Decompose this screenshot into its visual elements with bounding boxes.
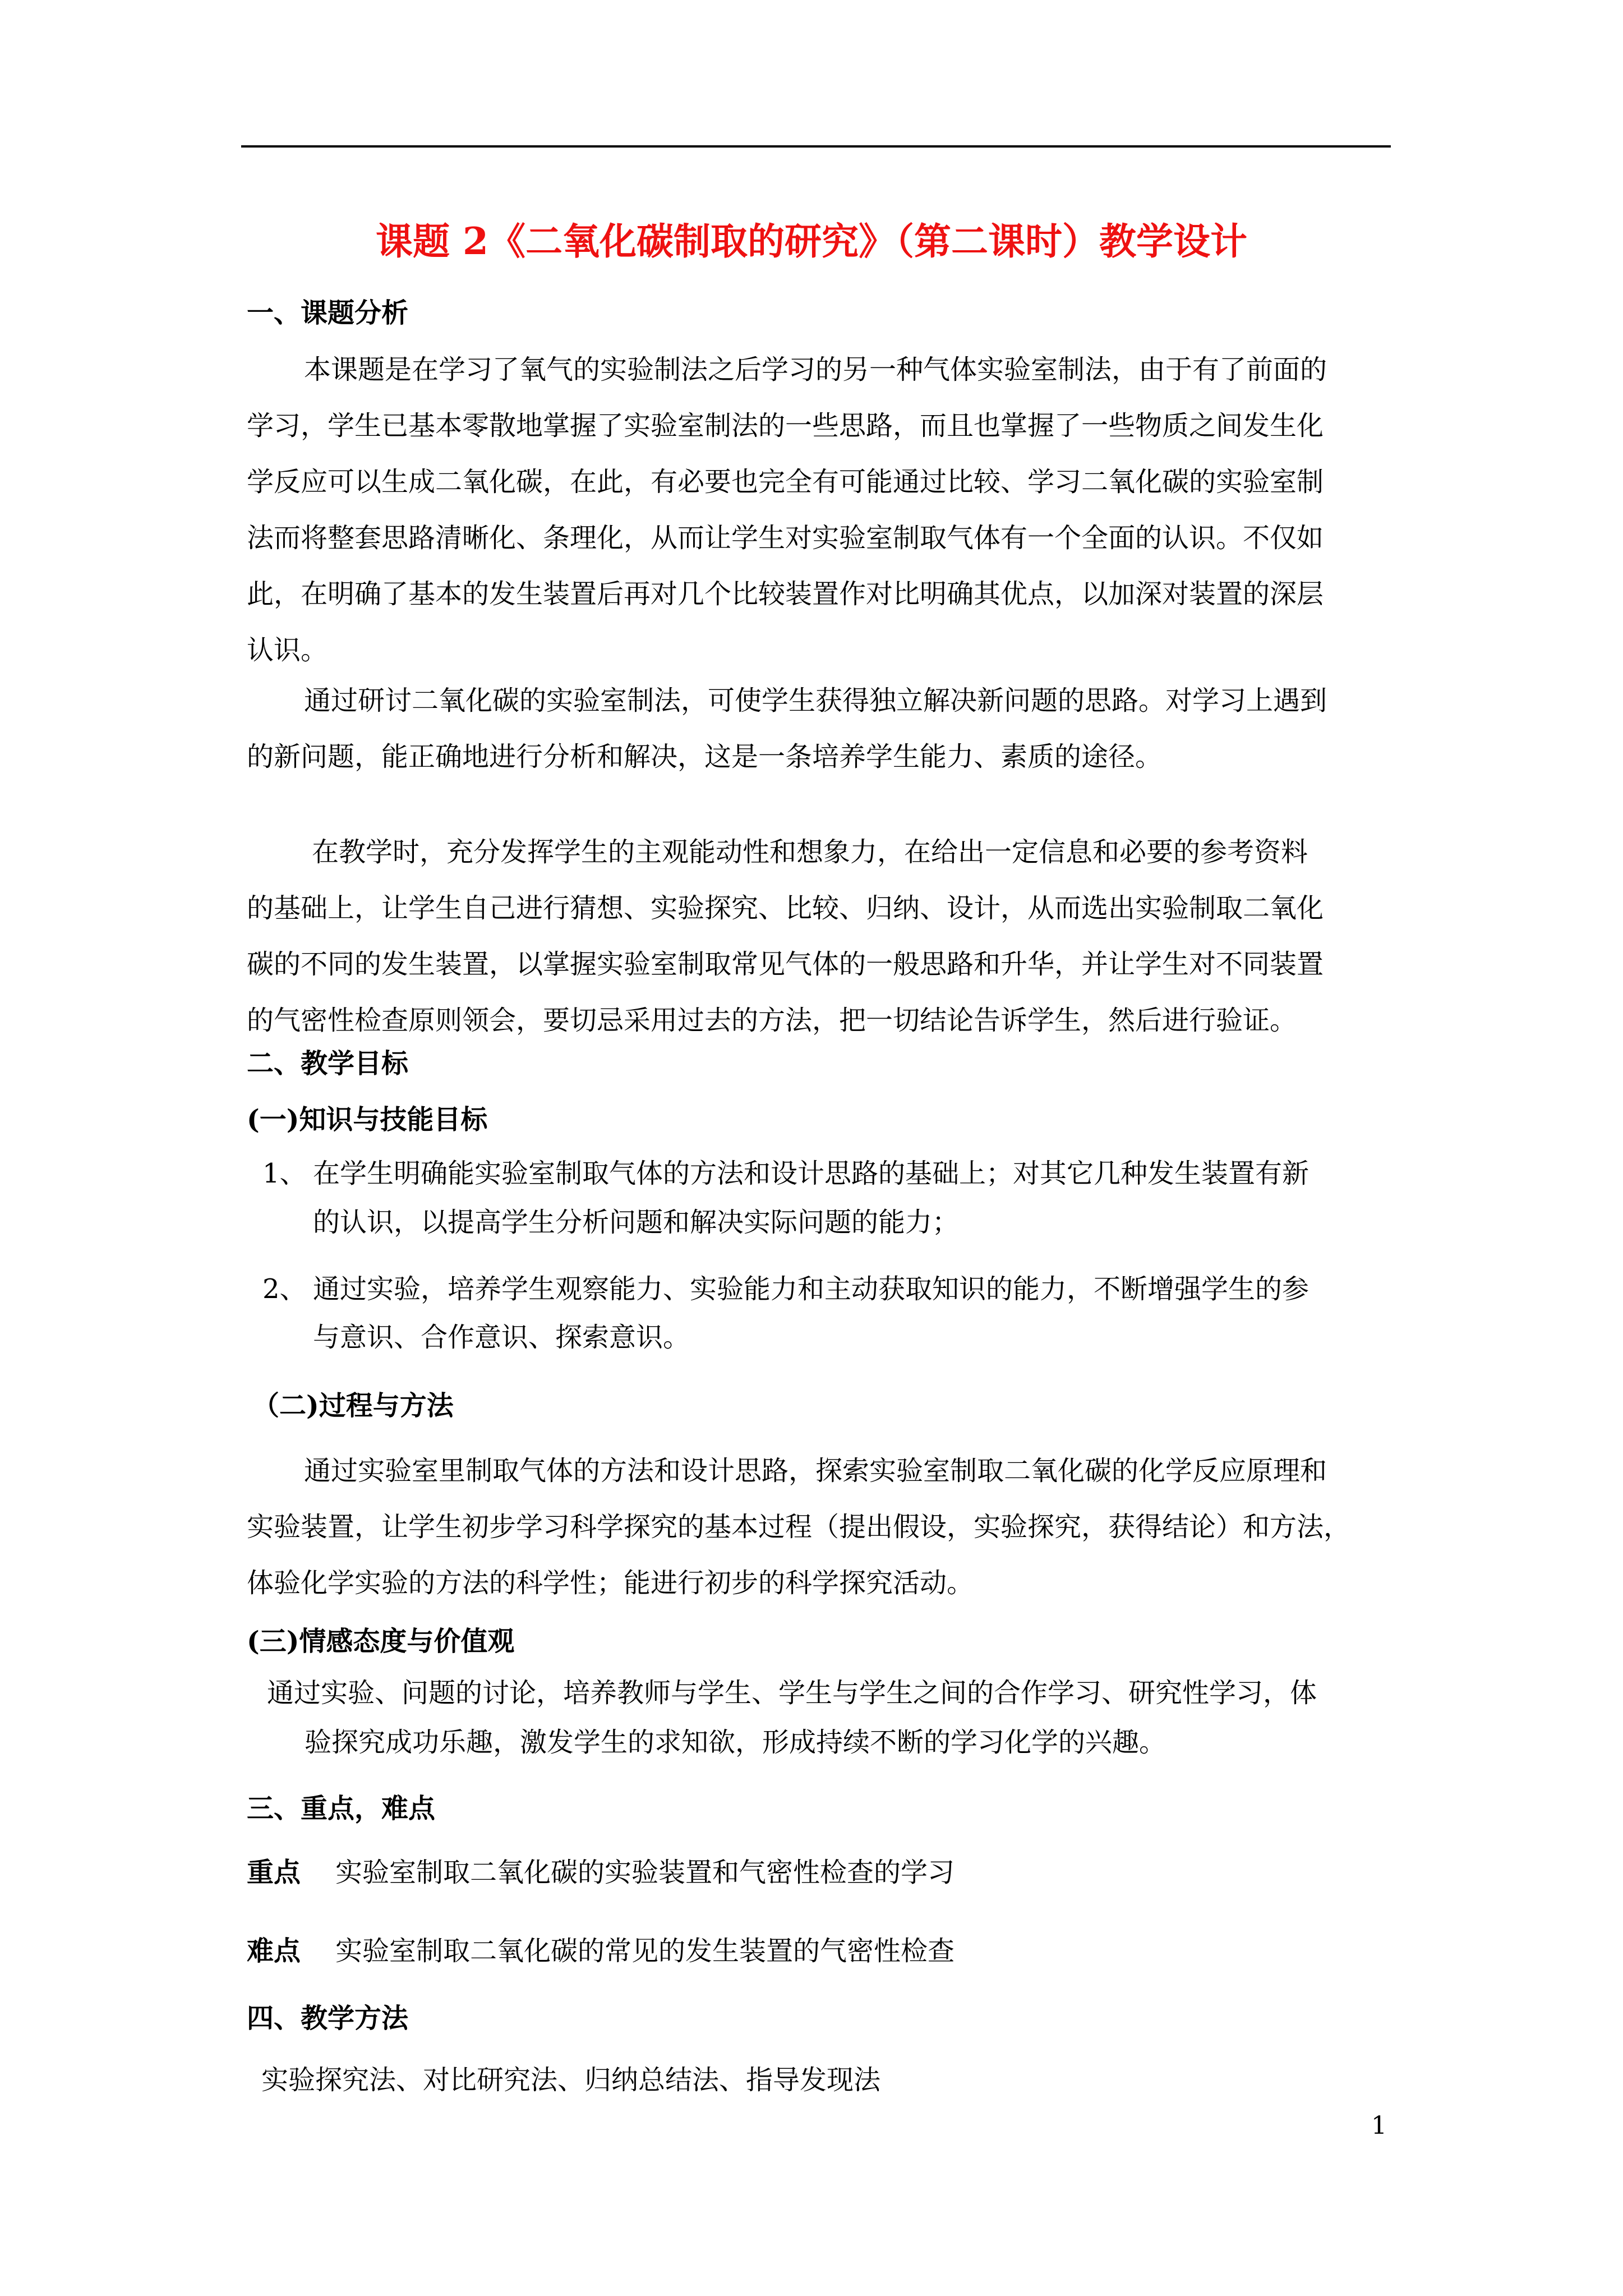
subsection3-line-1: 通过实验、问题的讨论，培养教师与学生、学生与学生之间的合作学习、研究性学习，体: [267, 1677, 1317, 1709]
text-line: 通过研讨二氧化碳的实验室制法，可使学生获得独立解决新问题的思路。对学习上遇到: [304, 685, 1327, 716]
header-rule: [241, 145, 1391, 148]
text-line: 通过实验室里制取气体的方法和设计思路，探索实验室制取二氧化碳的化学反应原理和: [304, 1455, 1327, 1487]
subsection2-heading: （二)过程与方法: [252, 1390, 454, 1421]
subsection3-heading: (三)情感态度与价值观: [247, 1626, 515, 1657]
subsection2-paragraph: [247, 1443, 1386, 1611]
text-line: 学反应可以生成二氧化碳，在此，有必要也完全有可能通过比较、学习二氧化碳的实验室制: [247, 466, 1324, 498]
section1-heading: 一、课题分析: [247, 297, 409, 329]
list-item-1-line-2: 的认识，以提高学生分析问题和解决实际问题的能力；: [313, 1207, 960, 1238]
text-line: 学习，学生已基本零散地掌握了实验室制法的一些思路，而且也掌握了一些物质之间发生化: [247, 410, 1324, 441]
section1-paragraph-1: [247, 342, 1386, 678]
section2-heading: 二、教学目标: [247, 1048, 409, 1079]
text-line: 碳的不同的发生装置，以掌握实验室制取常见气体的一般思路和升华，并让学生对不同装置: [247, 949, 1324, 980]
document-title: 课题 2《二氧化碳制取的研究》（第二课时）教学设计: [376, 219, 1247, 263]
list-number-2: 2、: [262, 1273, 307, 1305]
page-number: 1: [1371, 2111, 1387, 2140]
key-point-label: 重点: [247, 1857, 301, 1888]
key-point-text: 实验室制取二氧化碳的实验装置和气密性检查的学习: [335, 1857, 955, 1888]
teaching-methods-text: 实验探究法、对比研究法、归纳总结法、指导发现法: [261, 2064, 881, 2096]
text-line: 在教学时，充分发挥学生的主观能动性和想象力，在给出一定信息和必要的参考资料: [312, 836, 1308, 868]
section3-heading: 三、重点，难点: [247, 1793, 436, 1824]
text-line: 的气密性检查原则领会，要切忌采用过去的方法，把一切结论告诉学生，然后进行验证。: [247, 1005, 1297, 1036]
text-line: 实验装置，让学生初步学习科学探究的基本过程（提出假设，实验探究，获得结论）和方法，: [247, 1511, 1351, 1543]
list-item-1-line-1: 在学生明确能实验室制取气体的方法和设计思路的基础上；对其它几种发生装置有新: [313, 1158, 1310, 1189]
list-item-2-line-1: 通过实验，培养学生观察能力、实验能力和主动获取知识的能力，不断增强学生的参: [313, 1273, 1310, 1305]
section1-paragraph-2: [247, 673, 1386, 785]
list-item-2-line-2: 与意识、合作意识、探索意识。: [313, 1322, 690, 1353]
subsection1-heading: (一)知识与技能目标: [247, 1104, 488, 1135]
text-line: 体验化学实验的方法的科学性；能进行初步的科学探究活动。: [247, 1567, 974, 1599]
section1-paragraph-3: [247, 824, 1386, 1048]
text-line: 法而将整套思路清晰化、条理化，从而让学生对实验室制取气体有一个全面的认识。不仅如: [247, 522, 1324, 554]
text-line: 的基础上，让学生自己进行猜想、实验探究、比较、归纳、设计，从而选出实验制取二氧化: [247, 892, 1324, 924]
text-line: 本课题是在学习了氧气的实验制法之后学习的另一种气体实验室制法，由于有了前面的: [304, 354, 1327, 385]
text-line: 的新问题，能正确地进行分析和解决，这是一条培养学生能力、素质的途径。: [247, 741, 1163, 772]
difficulty-text: 实验室制取二氧化碳的常见的发生装置的气密性检查: [335, 1935, 955, 1967]
section4-heading: 四、教学方法: [247, 2003, 409, 2034]
text-line: 此，在明确了基本的发生装置后再对几个比较装置作对比明确其优点，以加深对装置的深层: [247, 578, 1324, 610]
text-line: 认识。: [247, 634, 328, 666]
difficulty-label: 难点: [247, 1935, 301, 1967]
subsection3-line-2: 验探究成功乐趣，激发学生的求知欲，形成持续不断的学习化学的兴趣。: [305, 1727, 1166, 1758]
list-number-1: 1、: [262, 1158, 307, 1189]
